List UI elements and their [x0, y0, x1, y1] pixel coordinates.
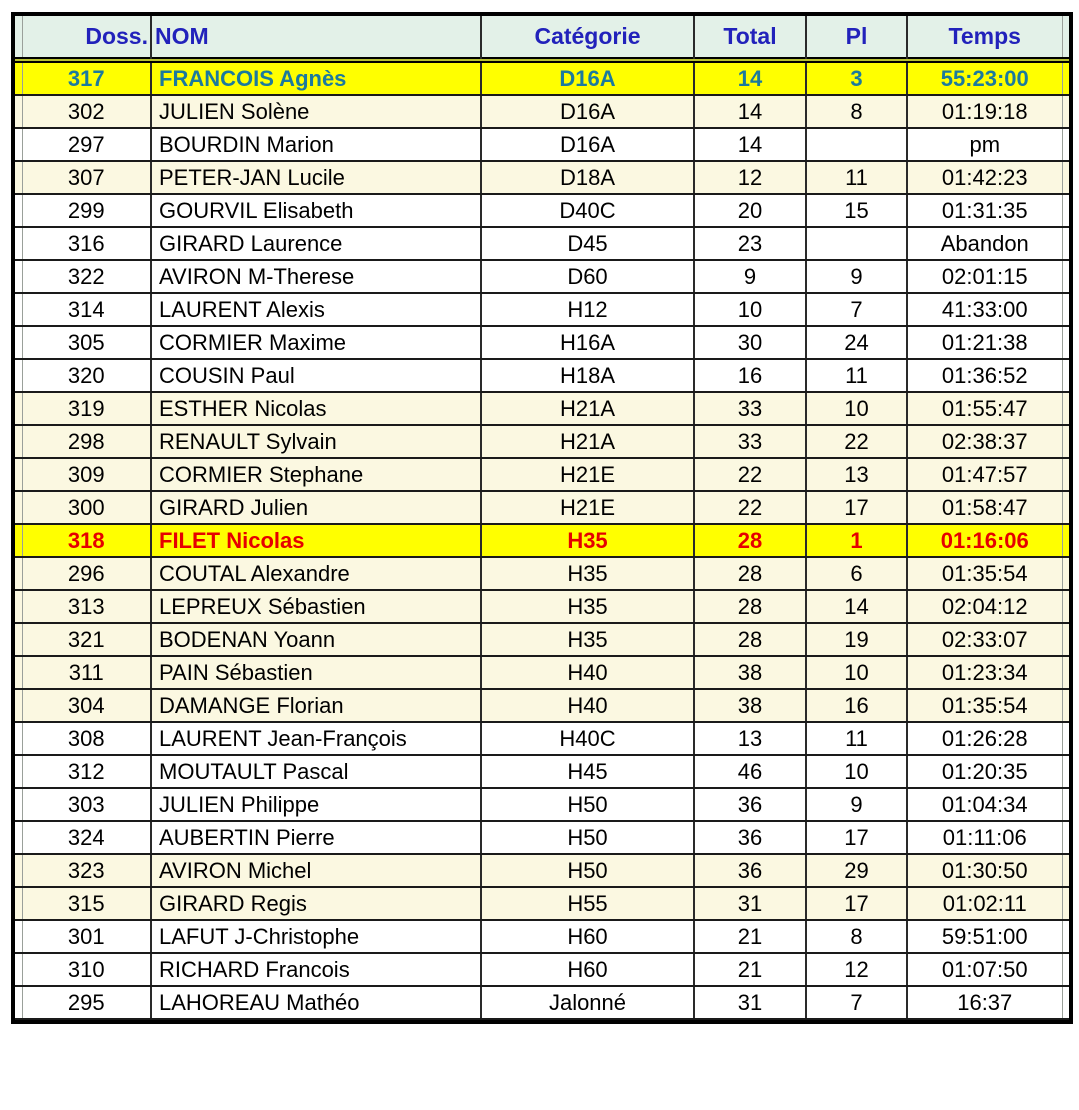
cell-doss: 296 [22, 557, 151, 590]
cell-nom: JULIEN Philippe [151, 788, 481, 821]
cell-categorie: H12 [481, 293, 694, 326]
cell-pl: 7 [806, 986, 907, 1019]
cell-total: 21 [694, 953, 806, 986]
cell-categorie: H35 [481, 557, 694, 590]
cell-pl: 6 [806, 557, 907, 590]
table-row [13, 128, 1071, 161]
table-row [13, 62, 1071, 95]
cell-total: 28 [694, 524, 806, 557]
cell-categorie: D16A [481, 95, 694, 128]
cell-categorie: H21E [481, 458, 694, 491]
table-row [13, 458, 1071, 491]
row-edge-right [1062, 359, 1071, 392]
cell-categorie: H18A [481, 359, 694, 392]
cell-temps: 01:21:38 [907, 326, 1062, 359]
cell-total: 14 [694, 128, 806, 161]
cell-nom: MOUTAULT Pascal [151, 755, 481, 788]
cell-nom: FRANCOIS Agnès [151, 62, 481, 95]
row-edge-right [1062, 458, 1071, 491]
row-edge-left [13, 392, 22, 425]
row-edge-right [1062, 194, 1071, 227]
cell-total: 16 [694, 359, 806, 392]
table-row [13, 920, 1071, 953]
cell-total: 30 [694, 326, 806, 359]
row-edge-left [13, 62, 22, 95]
cell-nom: LAURENT Alexis [151, 293, 481, 326]
header-edge-left [13, 14, 22, 58]
row-edge-left [13, 227, 22, 260]
row-edge-left [13, 821, 22, 854]
row-edge-left [13, 95, 22, 128]
cell-categorie: H35 [481, 524, 694, 557]
table-row [13, 425, 1071, 458]
cell-temps: 02:01:15 [907, 260, 1062, 293]
row-edge-right [1062, 590, 1071, 623]
cell-temps: 01:16:06 [907, 524, 1062, 557]
row-edge-right [1062, 161, 1071, 194]
cell-total: 20 [694, 194, 806, 227]
row-edge-right [1062, 755, 1071, 788]
row-edge-left [13, 524, 22, 557]
row-edge-right [1062, 821, 1071, 854]
bottom-gap-row [13, 1019, 1071, 1022]
bottom-gap [13, 1019, 1071, 1022]
row-edge-left [13, 293, 22, 326]
row-edge-left [13, 458, 22, 491]
cell-nom: BODENAN Yoann [151, 623, 481, 656]
cell-pl: 17 [806, 491, 907, 524]
table-row [13, 359, 1071, 392]
row-edge-left [13, 623, 22, 656]
cell-categorie: D60 [481, 260, 694, 293]
cell-nom: COUTAL Alexandre [151, 557, 481, 590]
cell-doss: 318 [22, 524, 151, 557]
cell-categorie: H40 [481, 656, 694, 689]
row-edge-left [13, 590, 22, 623]
cell-categorie: H50 [481, 788, 694, 821]
row-edge-right [1062, 227, 1071, 260]
row-edge-left [13, 359, 22, 392]
cell-categorie: H45 [481, 755, 694, 788]
cell-pl: 14 [806, 590, 907, 623]
cell-total: 36 [694, 821, 806, 854]
cell-nom: RENAULT Sylvain [151, 425, 481, 458]
row-edge-left [13, 920, 22, 953]
cell-temps: 01:07:50 [907, 953, 1062, 986]
cell-nom: ESTHER Nicolas [151, 392, 481, 425]
cell-categorie: Jalonné [481, 986, 694, 1019]
cell-categorie: H21A [481, 425, 694, 458]
table-row [13, 194, 1071, 227]
row-edge-right [1062, 986, 1071, 1019]
cell-temps: 01:02:11 [907, 887, 1062, 920]
row-edge-left [13, 656, 22, 689]
cell-doss: 311 [22, 656, 151, 689]
cell-total: 33 [694, 425, 806, 458]
column-header-nom: NOM [151, 14, 481, 58]
cell-doss: 310 [22, 953, 151, 986]
table-row [13, 788, 1071, 821]
cell-pl: 24 [806, 326, 907, 359]
cell-total: 14 [694, 62, 806, 95]
cell-pl: 10 [806, 656, 907, 689]
cell-temps: pm [907, 128, 1062, 161]
cell-nom: JULIEN Solène [151, 95, 481, 128]
cell-total: 10 [694, 293, 806, 326]
cell-pl: 22 [806, 425, 907, 458]
cell-total: 12 [694, 161, 806, 194]
table-row [13, 95, 1071, 128]
cell-total: 28 [694, 623, 806, 656]
row-edge-right [1062, 392, 1071, 425]
cell-temps: 01:26:28 [907, 722, 1062, 755]
cell-doss: 299 [22, 194, 151, 227]
table-row [13, 755, 1071, 788]
cell-nom: GIRARD Laurence [151, 227, 481, 260]
cell-pl: 8 [806, 95, 907, 128]
cell-categorie: H50 [481, 821, 694, 854]
header-row [13, 14, 1071, 58]
cell-doss: 313 [22, 590, 151, 623]
cell-doss: 309 [22, 458, 151, 491]
cell-temps: 01:11:06 [907, 821, 1062, 854]
cell-temps: 01:58:47 [907, 491, 1062, 524]
table-row [13, 590, 1071, 623]
cell-temps: 02:04:12 [907, 590, 1062, 623]
cell-total: 21 [694, 920, 806, 953]
cell-categorie: D18A [481, 161, 694, 194]
row-edge-right [1062, 920, 1071, 953]
row-edge-right [1062, 722, 1071, 755]
row-edge-left [13, 161, 22, 194]
cell-categorie: H60 [481, 953, 694, 986]
row-edge-right [1062, 623, 1071, 656]
cell-nom: CORMIER Stephane [151, 458, 481, 491]
cell-categorie: H16A [481, 326, 694, 359]
table-row [13, 689, 1071, 722]
cell-temps: Abandon [907, 227, 1062, 260]
table-row [13, 491, 1071, 524]
cell-nom: AVIRON Michel [151, 854, 481, 887]
cell-doss: 316 [22, 227, 151, 260]
column-header-doss: Doss. [22, 14, 151, 58]
table-row [13, 854, 1071, 887]
cell-pl: 7 [806, 293, 907, 326]
column-header-pl: Pl [806, 14, 907, 58]
cell-temps: 01:55:47 [907, 392, 1062, 425]
cell-doss: 297 [22, 128, 151, 161]
cell-nom: LAFUT J-Christophe [151, 920, 481, 953]
cell-doss: 308 [22, 722, 151, 755]
cell-nom: LAURENT Jean-François [151, 722, 481, 755]
cell-doss: 304 [22, 689, 151, 722]
cell-pl: 29 [806, 854, 907, 887]
cell-total: 13 [694, 722, 806, 755]
cell-nom: COUSIN Paul [151, 359, 481, 392]
cell-temps: 01:19:18 [907, 95, 1062, 128]
cell-categorie: H60 [481, 920, 694, 953]
table-row [13, 557, 1071, 590]
cell-pl: 12 [806, 953, 907, 986]
cell-pl [806, 128, 907, 161]
cell-temps: 01:23:34 [907, 656, 1062, 689]
cell-categorie: H55 [481, 887, 694, 920]
cell-total: 38 [694, 689, 806, 722]
cell-doss: 319 [22, 392, 151, 425]
row-edge-right [1062, 887, 1071, 920]
row-edge-left [13, 260, 22, 293]
cell-doss: 320 [22, 359, 151, 392]
row-edge-right [1062, 128, 1071, 161]
row-edge-left [13, 953, 22, 986]
cell-categorie: H35 [481, 590, 694, 623]
cell-pl: 17 [806, 887, 907, 920]
table-row [13, 326, 1071, 359]
cell-temps: 01:04:34 [907, 788, 1062, 821]
cell-total: 38 [694, 656, 806, 689]
cell-pl: 8 [806, 920, 907, 953]
cell-nom: PAIN Sébastien [151, 656, 481, 689]
cell-pl: 9 [806, 788, 907, 821]
row-edge-left [13, 986, 22, 1019]
cell-pl: 10 [806, 392, 907, 425]
cell-temps: 02:38:37 [907, 425, 1062, 458]
cell-doss: 322 [22, 260, 151, 293]
table-row [13, 161, 1071, 194]
cell-doss: 298 [22, 425, 151, 458]
column-header-categorie: Catégorie [481, 14, 694, 58]
cell-temps: 01:35:54 [907, 689, 1062, 722]
cell-categorie: H21A [481, 392, 694, 425]
cell-doss: 323 [22, 854, 151, 887]
row-edge-left [13, 854, 22, 887]
row-edge-left [13, 689, 22, 722]
table-row [13, 293, 1071, 326]
cell-nom: GIRARD Julien [151, 491, 481, 524]
cell-temps: 01:31:35 [907, 194, 1062, 227]
cell-categorie: H50 [481, 854, 694, 887]
cell-categorie: D16A [481, 62, 694, 95]
row-edge-left [13, 722, 22, 755]
cell-pl: 19 [806, 623, 907, 656]
cell-pl: 10 [806, 755, 907, 788]
cell-categorie: H35 [481, 623, 694, 656]
row-edge-left [13, 128, 22, 161]
cell-total: 36 [694, 788, 806, 821]
cell-categorie: D45 [481, 227, 694, 260]
cell-temps: 01:42:23 [907, 161, 1062, 194]
row-edge-left [13, 788, 22, 821]
row-edge-left [13, 194, 22, 227]
row-edge-right [1062, 62, 1071, 95]
cell-temps: 41:33:00 [907, 293, 1062, 326]
cell-total: 33 [694, 392, 806, 425]
cell-total: 31 [694, 986, 806, 1019]
cell-doss: 314 [22, 293, 151, 326]
cell-total: 31 [694, 887, 806, 920]
cell-total: 36 [694, 854, 806, 887]
row-edge-right [1062, 326, 1071, 359]
results-body [13, 62, 1071, 1019]
row-edge-right [1062, 788, 1071, 821]
row-edge-right [1062, 689, 1071, 722]
cell-nom: FILET Nicolas [151, 524, 481, 557]
row-edge-right [1062, 95, 1071, 128]
cell-pl: 1 [806, 524, 907, 557]
row-edge-right [1062, 953, 1071, 986]
column-header-temps: Temps [907, 14, 1062, 58]
cell-pl: 11 [806, 359, 907, 392]
cell-doss: 307 [22, 161, 151, 194]
cell-doss: 305 [22, 326, 151, 359]
cell-temps: 01:35:54 [907, 557, 1062, 590]
cell-categorie: D40C [481, 194, 694, 227]
cell-nom: GIRARD Regis [151, 887, 481, 920]
results-table [11, 12, 1073, 1024]
row-edge-right [1062, 656, 1071, 689]
row-edge-left [13, 887, 22, 920]
cell-nom: DAMANGE Florian [151, 689, 481, 722]
cell-doss: 303 [22, 788, 151, 821]
cell-total: 46 [694, 755, 806, 788]
column-header-total: Total [694, 14, 806, 58]
table-row [13, 722, 1071, 755]
cell-temps: 01:36:52 [907, 359, 1062, 392]
cell-doss: 315 [22, 887, 151, 920]
cell-pl: 3 [806, 62, 907, 95]
cell-nom: BOURDIN Marion [151, 128, 481, 161]
cell-categorie: H21E [481, 491, 694, 524]
table-row [13, 392, 1071, 425]
cell-categorie: D16A [481, 128, 694, 161]
cell-doss: 300 [22, 491, 151, 524]
cell-doss: 321 [22, 623, 151, 656]
row-edge-left [13, 425, 22, 458]
cell-pl: 13 [806, 458, 907, 491]
cell-pl: 11 [806, 161, 907, 194]
cell-doss: 295 [22, 986, 151, 1019]
row-edge-right [1062, 293, 1071, 326]
cell-temps: 01:47:57 [907, 458, 1062, 491]
cell-categorie: H40C [481, 722, 694, 755]
row-edge-right [1062, 854, 1071, 887]
cell-doss: 302 [22, 95, 151, 128]
cell-pl: 16 [806, 689, 907, 722]
cell-nom: RICHARD Francois [151, 953, 481, 986]
cell-nom: GOURVIL Elisabeth [151, 194, 481, 227]
row-edge-right [1062, 524, 1071, 557]
cell-total: 22 [694, 491, 806, 524]
header-edge-right [1062, 14, 1071, 58]
cell-doss: 317 [22, 62, 151, 95]
table-row [13, 227, 1071, 260]
cell-doss: 312 [22, 755, 151, 788]
table-row [13, 524, 1071, 557]
row-edge-left [13, 755, 22, 788]
cell-total: 9 [694, 260, 806, 293]
table-row [13, 656, 1071, 689]
row-edge-left [13, 326, 22, 359]
cell-total: 14 [694, 95, 806, 128]
cell-nom: LAHOREAU Mathéo [151, 986, 481, 1019]
table-row [13, 260, 1071, 293]
cell-nom: LEPREUX Sébastien [151, 590, 481, 623]
cell-total: 23 [694, 227, 806, 260]
cell-nom: PETER-JAN Lucile [151, 161, 481, 194]
cell-pl: 9 [806, 260, 907, 293]
cell-total: 28 [694, 590, 806, 623]
row-edge-right [1062, 425, 1071, 458]
cell-doss: 301 [22, 920, 151, 953]
cell-temps: 01:20:35 [907, 755, 1062, 788]
cell-pl: 17 [806, 821, 907, 854]
table-row [13, 623, 1071, 656]
row-edge-right [1062, 557, 1071, 590]
cell-total: 22 [694, 458, 806, 491]
table-row [13, 821, 1071, 854]
cell-pl: 11 [806, 722, 907, 755]
cell-temps: 16:37 [907, 986, 1062, 1019]
cell-nom: CORMIER Maxime [151, 326, 481, 359]
row-edge-left [13, 557, 22, 590]
cell-pl: 15 [806, 194, 907, 227]
cell-temps: 59:51:00 [907, 920, 1062, 953]
cell-temps: 55:23:00 [907, 62, 1062, 95]
cell-total: 28 [694, 557, 806, 590]
cell-temps: 02:33:07 [907, 623, 1062, 656]
row-edge-right [1062, 491, 1071, 524]
cell-doss: 324 [22, 821, 151, 854]
row-edge-left [13, 491, 22, 524]
row-edge-right [1062, 260, 1071, 293]
cell-temps: 01:30:50 [907, 854, 1062, 887]
table-row [13, 986, 1071, 1019]
cell-nom: AVIRON M-Therese [151, 260, 481, 293]
table-row [13, 953, 1071, 986]
cell-pl [806, 227, 907, 260]
table-row [13, 887, 1071, 920]
cell-categorie: H40 [481, 689, 694, 722]
cell-nom: AUBERTIN Pierre [151, 821, 481, 854]
